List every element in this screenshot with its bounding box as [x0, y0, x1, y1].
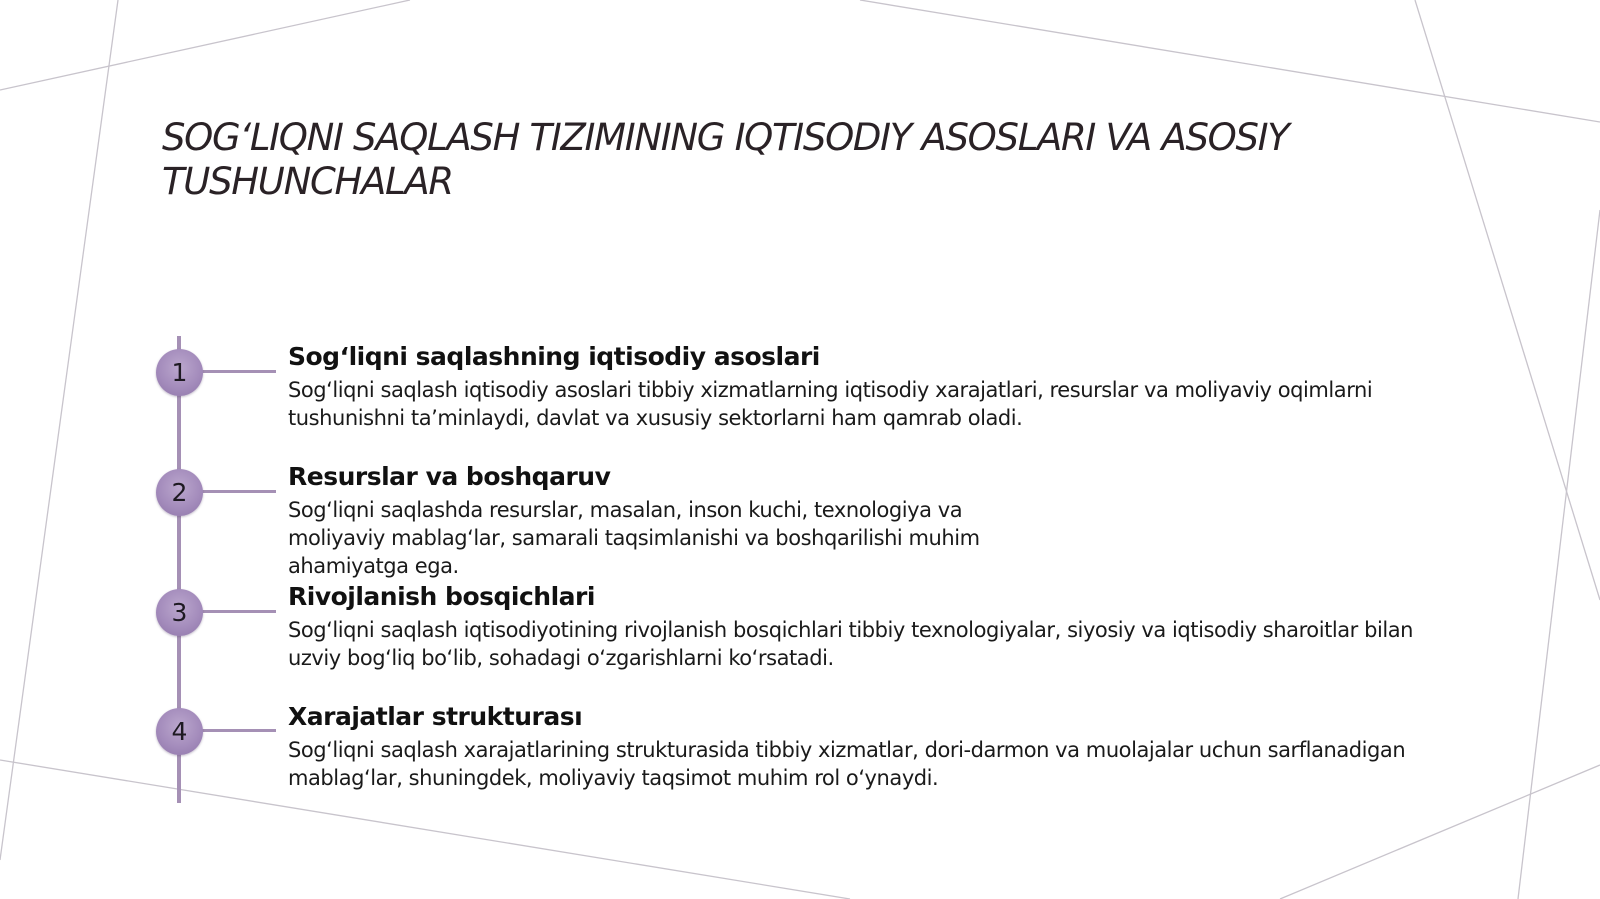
deco-line	[860, 0, 1600, 122]
deco-line	[1415, 0, 1600, 600]
step-heading: Resurslar va boshqaruv	[288, 462, 611, 491]
step-number-badge: 3	[156, 589, 203, 636]
step-item	[288, 342, 1468, 432]
step-number-badge: 4	[156, 708, 203, 755]
step-number-badge: 1	[156, 349, 203, 396]
step-description: Sog‘liqni saqlash iqtisodiyotining rivojlanish bosqichlari tibbiy texnologiyalar, siyosiy va iqtisodiy sharoitlar bilan uzviy bog‘liq bo‘lib, sohadagi o‘zgarishlarni ko‘rsatadi.	[288, 618, 1414, 670]
step-connector	[200, 370, 276, 373]
step-connector	[200, 610, 276, 613]
step-heading: Sog‘liqni saqlashning iqtisodiy asoslari	[288, 342, 820, 371]
step-number-badge: 2	[156, 469, 203, 516]
deco-line	[0, 0, 410, 90]
step-item	[288, 462, 1048, 580]
step-heading: Rivojlanish bosqichlari	[288, 582, 595, 611]
deco-line	[0, 0, 118, 860]
step-connector	[200, 490, 276, 493]
step-description: Sog‘liqni saqlash xarajatlarining strukturasida tibbiy xizmatlar, dori-darmon va muolajalar uchun sarflanadigan mablag‘lar, shuningdek, moliyaviy taqsimot muhim rol o‘ynaydi.	[288, 738, 1406, 790]
step-description: Sog‘liqni saqlashda resurslar, masalan, inson kuchi, texnologiya va moliyaviy mablag‘lar, samarali taqsimlanishi va boshqarilishi muhim ahamiyatga ega.	[288, 498, 980, 578]
step-item	[288, 582, 1468, 672]
slide-title: SOG‘LIQNI SAQLASH TIZIMINING IQTISODIY ASOSLARI VA ASOSIY TUSHUNCHALAR	[162, 116, 1289, 203]
step-item	[288, 702, 1468, 792]
step-description: Sog‘liqni saqlash iqtisodiy asoslari tibbiy xizmatlarning iqtisodiy xarajatlari, resurslar va moliyaviy oqimlarni tushunishni ta’minlaydi, davlat va xususiy sektorlarni ham qamrab oladi.	[288, 378, 1373, 430]
step-connector	[200, 729, 276, 732]
step-heading: Xarajatlar strukturası	[288, 702, 583, 731]
deco-line	[1518, 210, 1600, 899]
